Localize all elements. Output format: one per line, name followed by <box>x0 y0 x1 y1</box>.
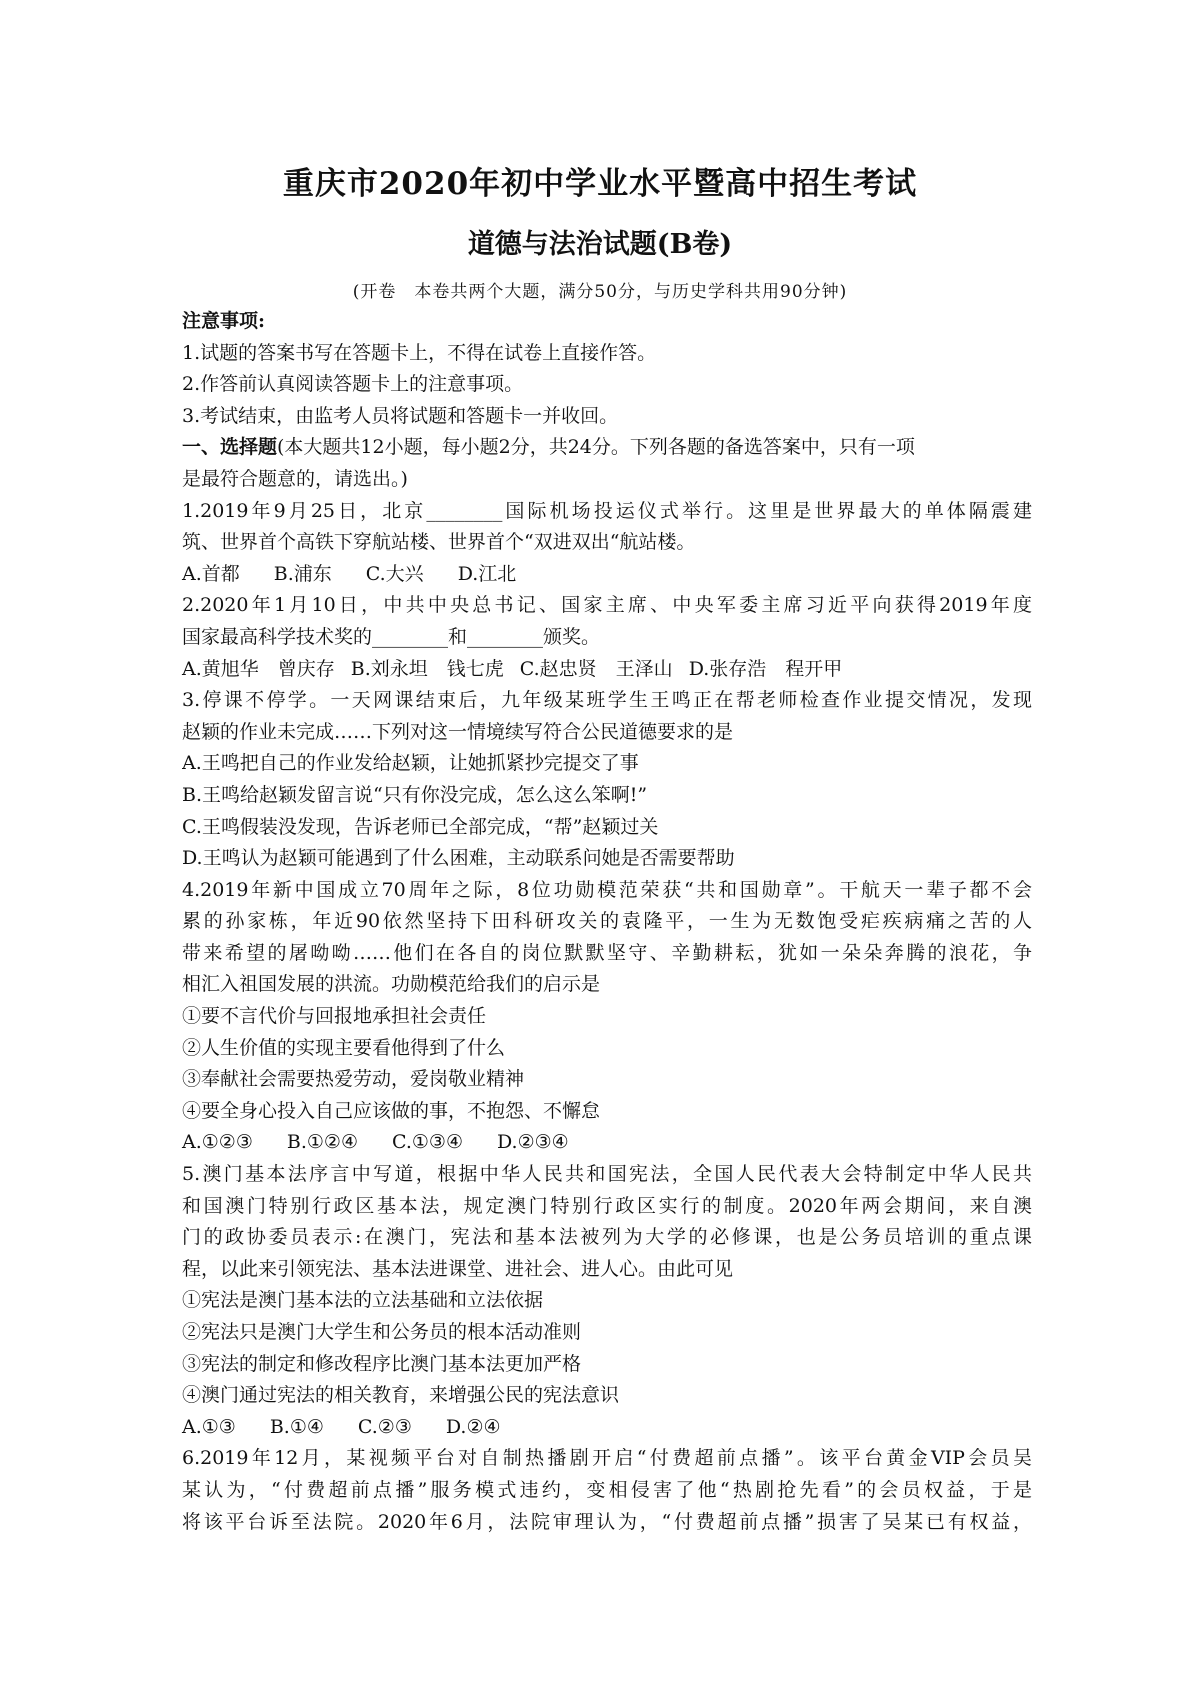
option-d: D.张存浩 程开甲 <box>688 657 843 680</box>
question-text-line: 带来希望的屠呦呦……他们在各自的岗位默默坚守、辛勤耕耘，犹如一朵朵奔腾的浪花，争 <box>182 941 1032 964</box>
statement-item: ①要不言代价与回报地承担社会责任 <box>182 1005 487 1028</box>
question-text-line: 6.2019年12月，某视频平台对自制热播剧开启“付费超前点播”。该平台黄金VIP会员吴 <box>182 1447 1032 1470</box>
option-a: A.首都 <box>182 562 240 585</box>
note-item: 1.试题的答案书写在答题卡上，不得在试卷上直接作答。 <box>182 341 657 364</box>
exam-body <box>182 306 1032 1538</box>
option-b: B.①④ <box>269 1415 324 1438</box>
section-heading: 一、选择题 <box>182 436 278 459</box>
option-b: B.①②④ <box>286 1131 358 1154</box>
section-instruction <box>182 432 1032 464</box>
question-5 <box>182 1159 1032 1443</box>
section-instruction-text: (本大题共12小题，每小题2分，共24分。下列各题的备选答案中，只有一项 <box>277 436 915 459</box>
statement-item: ④澳门通过宪法的相关教育，来增强公民的宪法意识 <box>182 1384 620 1407</box>
note-item: 3.考试结束，由监考人员将试题和答题卡一并收回。 <box>182 404 619 427</box>
question-text-line: 相汇入祖国发展的洪流。功勋模范给我们的启示是 <box>182 973 601 996</box>
question-text-line: 5.澳门基本法序言中写道，根据中华人民共和国宪法，全国人民代表大会特制定中华人民共 <box>182 1163 1032 1186</box>
question-1 <box>182 496 1032 591</box>
question-3 <box>182 685 1032 875</box>
option-b: B.王鸣给赵颖发留言说“只有你没完成，怎么这么笨啊!” <box>182 783 648 806</box>
statement-item: ②宪法只是澳门大学生和公务员的根本活动准则 <box>182 1321 582 1343</box>
question-6 <box>182 1443 1032 1538</box>
page-title: 重庆市2020年初中学业水平暨高中招生考试 <box>282 166 918 202</box>
option-c: C.②③ <box>357 1415 412 1438</box>
statement-item: ①宪法是澳门基本法的立法基础和立法依据 <box>182 1289 544 1312</box>
exam-info: (开卷 本卷共两个大题，满分50分，与历史学科共用90分钟) <box>352 282 848 302</box>
option-d: D.②③④ <box>496 1131 569 1154</box>
option-c: C.①③④ <box>391 1131 463 1154</box>
question-text-line: 将该平台诉至法院。2020年6月，法院审理认为，“付费超前点播”损害了吴某已有权益， <box>182 1510 1032 1533</box>
note-item: 2.作答前认真阅读答题卡上的注意事项。 <box>182 373 524 396</box>
question-text-line: 赵颖的作业未完成……下列对这一情境续写符合公民道德要求的是 <box>182 720 734 743</box>
option-c: C.王鸣假装没发现，告诉老师已全部完成，“帮”赵颖过关 <box>182 815 659 838</box>
option-d: D.江北 <box>457 562 517 585</box>
option-d: D.王鸣认为赵颖可能遇到了什么困难，主动联系问她是否需要帮助 <box>182 847 735 870</box>
answer-options <box>182 654 1032 686</box>
page-subtitle: 道德与法治试题(B卷) <box>467 229 733 260</box>
question-2 <box>182 590 1032 685</box>
statement-item: ③宪法的制定和修改程序比澳门基本法更加严格 <box>182 1352 582 1375</box>
option-d: D.②④ <box>445 1415 501 1438</box>
question-text-line: 累的孙家栋，年近90依然坚持下田科研攻关的袁隆平，一生为无数饱受疟疾病痛之苦的人 <box>182 910 1032 933</box>
option-b: B.浦东 <box>273 562 332 585</box>
answer-options <box>182 1412 1032 1444</box>
notes-heading: 注意事项: <box>182 310 266 332</box>
statement-item: ④要全身心投入自己应该做的事，不抱怨、不懈怠 <box>182 1099 601 1122</box>
question-text-line: 国家最高科学技术奖的________和________颁奖。 <box>182 625 601 648</box>
option-c: C.大兴 <box>365 562 424 585</box>
question-text-line: 2.2020年1月10日，中共中央总书记、国家主席、中央军委主席习近平向获得2019年度 <box>182 594 1032 617</box>
statement-item: ②人生价值的实现主要看他得到了什么 <box>182 1036 506 1059</box>
section-instruction-line: 是最符合题意的，请选出。) <box>182 467 408 490</box>
question-text-line: 1.2019年9月25日，北京________国际机场投运仪式举行。这里是世界最大的单体隔震建 <box>182 499 1032 522</box>
question-text-line: 某认为，“付费超前点播”服务模式违约，变相侵害了他“热剧抢先看”的会员权益，于是 <box>182 1478 1032 1501</box>
option-a: A.①③ <box>182 1415 236 1438</box>
question-text-line: 和国澳门特别行政区基本法，规定澳门特别行政区实行的制度。2020年两会期间，来自澳 <box>182 1194 1032 1217</box>
answer-options <box>182 559 1032 591</box>
option-a: A.黄旭华 曾庆存 <box>182 657 335 680</box>
question-text-line: 筑、世界首个高铁下穿航站楼、世界首个“双进双出“航站楼。 <box>182 531 696 554</box>
option-c: C.赵忠贤 王泽山 <box>519 657 673 680</box>
answer-options <box>182 1127 1032 1159</box>
option-a: A.王鸣把自己的作业发给赵颖，让她抓紧抄完提交了事 <box>182 752 639 775</box>
option-a: A.①②③ <box>182 1131 253 1154</box>
question-text-line: 3.停课不停学。一天网课结束后，九年级某班学生王鸣正在帮老师检查作业提交情况，发现 <box>182 689 1032 712</box>
statement-item: ③奉献社会需要热爱劳动，爱岗敬业精神 <box>182 1068 525 1091</box>
question-4 <box>182 875 1032 1159</box>
question-text-line: 门的政协委员表示:在澳门，宪法和基本法被列为大学的必修课，也是公务员培训的重点课 <box>182 1226 1032 1249</box>
question-text-line: 程，以此来引领宪法、基本法进课堂、进社会、进人心。由此可见 <box>182 1257 734 1280</box>
option-b: B.刘永坦 钱七虎 <box>350 657 504 680</box>
question-text-line: 4.2019年新中国成立70周年之际，8位功勋模范荣获“共和国勋章”。干航天一辈子都不会 <box>182 878 1032 901</box>
